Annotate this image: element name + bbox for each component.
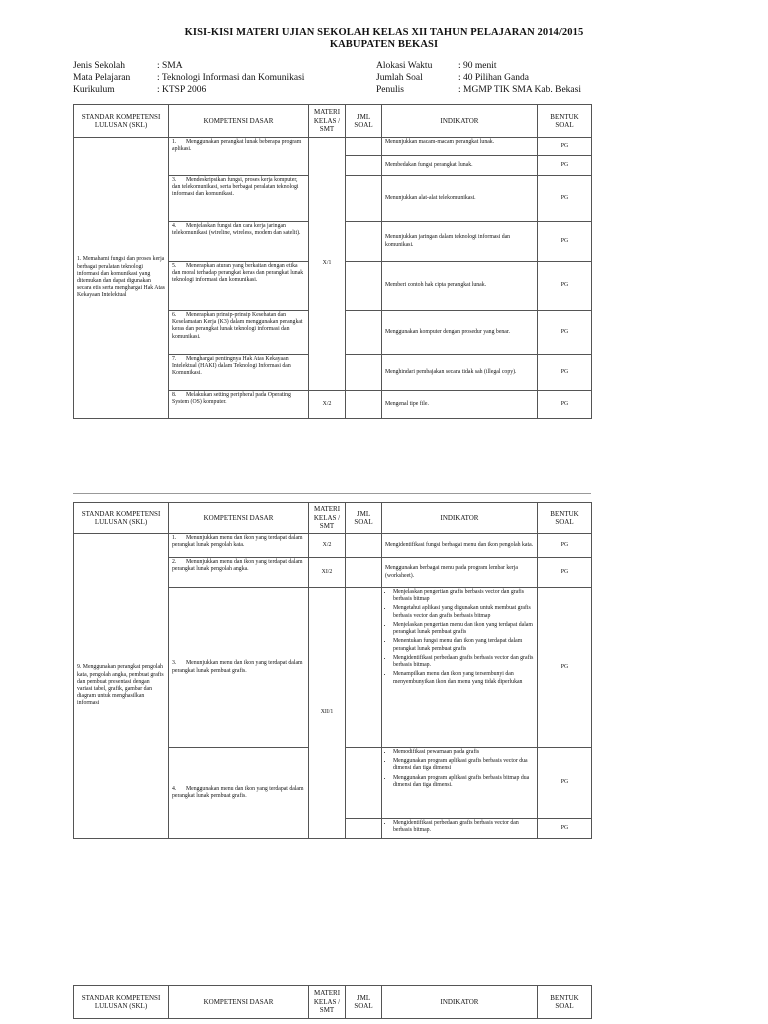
kd-cell xyxy=(169,262,309,311)
indikator-item: • Mengetahui aplikasi yang digunakan untuk membuat grafis berbasis vector dan grafis berbasis bitmap xyxy=(393,605,534,619)
meta-label: Jumlah Soal xyxy=(376,73,423,83)
document-subtitle: KABUPATEN BEKASI xyxy=(329,39,439,50)
jml-cell xyxy=(346,588,382,748)
bentuk-cell: PG xyxy=(538,534,592,558)
kd-number: 7. xyxy=(172,356,177,362)
indikator-cell: Menunjukkan macam-macam perangkat lunak. xyxy=(382,138,538,156)
kd-number: 5. xyxy=(172,263,177,269)
kisi-table-2 xyxy=(73,502,592,839)
indikator-item: • Menjelaskan pengertian menu dan ikon yang terdapat dalam perangkat lunak pembuat grafis xyxy=(393,622,534,636)
meta-label: Kurikulum xyxy=(73,85,115,95)
bentuk-cell: PG xyxy=(538,138,592,156)
indikator-cell: Menunjukkan alat-alat telekomunikasi. xyxy=(382,176,538,222)
indikator-cell: Menghindari pembajakan secara tidak sah (illegal copy). xyxy=(382,355,538,391)
indikator-item: • Menjelaskan pengertian grafis berbasis vector dan grafis berbasis bitmap xyxy=(393,589,534,603)
kd-cell xyxy=(169,558,309,588)
jml-cell xyxy=(346,534,382,558)
kd-text: Mendeskripsikan fungsi, proses kerja komputer, dan telekomunikasi, serta berbagai peralatan teknologi informasi dan komunikasi. xyxy=(172,177,299,198)
indikator-cell: Menggunakan berbagai menu pada program lembar kerja (worksheet). xyxy=(382,558,538,588)
indikator-list xyxy=(385,749,534,789)
indikator-item: • Menentukan fungsi menu dan ikon yang terdapat dalam perangkat lunak pembuat grafis xyxy=(393,638,534,652)
col-header-skl: STANDAR KOMPETENSI LULUSAN (SKL) xyxy=(74,986,169,1019)
kd-cell xyxy=(169,138,309,176)
kelas-cell: X/2 xyxy=(309,534,346,558)
col-header-materi: MATERI KELAS / SMT xyxy=(309,105,346,138)
col-header-kd: KOMPETENSI DASAR xyxy=(169,503,309,534)
col-header-indikator: INDIKATOR xyxy=(382,986,538,1019)
indikator-item: • Mengidentifikasi perbedaan grafis berbasis vector dan berbasis bitmap. xyxy=(393,820,534,834)
kelas-cell: XI/2 xyxy=(309,558,346,588)
meta-value: : Teknologi Informasi dan Komunikasi xyxy=(157,73,305,83)
indikator-cell: Mengidentifikasi fungsi berbagai menu dan ikon pengolah kata. xyxy=(382,534,538,558)
kd-number: 8. xyxy=(172,392,177,398)
col-header-skl: STANDAR KOMPETENSI LULUSAN (SKL) xyxy=(74,105,169,138)
kd-number: 1. xyxy=(172,139,177,145)
bentuk-cell: PG xyxy=(538,222,592,262)
kd-text: Menjelaskan fungsi dan cara kerja jaringan telekomunikasi (wireline, wireless, modem dan satelit). xyxy=(172,223,301,237)
indikator-cell xyxy=(382,588,538,748)
jml-cell xyxy=(346,748,382,819)
indikator-cell: Membedakan fungsi perangkat lunak. xyxy=(382,156,538,176)
kd-number: 3. xyxy=(172,177,177,183)
kd-cell xyxy=(169,588,309,748)
page-divider xyxy=(73,493,591,494)
indikator-item: • Menampilkan menu dan ikon yang tersembunyi dan menyembunyikan ikon dan menu yang tidak diperlukan xyxy=(393,671,534,685)
bentuk-cell: PG xyxy=(538,156,592,176)
kelas-cell: X/1 xyxy=(309,138,346,391)
indikator-cell: Mengenal tipe file. xyxy=(382,391,538,419)
jml-cell xyxy=(346,311,382,355)
col-header-kd: KOMPETENSI DASAR xyxy=(169,986,309,1019)
indikator-list xyxy=(385,589,534,686)
kd-text: Menunjukkan menu dan ikon yang terdapat dalam perangkat lunak pengolah angka. xyxy=(172,559,303,573)
kd-number: 4. xyxy=(172,785,177,792)
meta-label: Penulis xyxy=(376,85,404,95)
kd-cell xyxy=(169,176,309,222)
kd-number: 1. xyxy=(172,535,177,541)
jml-cell xyxy=(346,262,382,311)
jml-cell xyxy=(346,176,382,222)
col-header-materi: MATERI KELAS / SMT xyxy=(309,503,346,534)
meta-value: : MGMP TIK SMA Kab. Bekasi xyxy=(458,85,581,95)
jml-cell xyxy=(346,819,382,839)
kd-number: 6. xyxy=(172,312,177,318)
skl-cell: 1. Memahami fungsi dan proses kerja berbagai peralatan teknologi informasi dan komunikasi yang ditemukan dan dapat digunakan secara etis serta menghargai Hak Atas Kekayaan Intelektual xyxy=(74,138,169,419)
col-header-indikator: INDIKATOR xyxy=(382,105,538,138)
meta-value: : 40 Pilihan Ganda xyxy=(458,73,529,83)
meta-label: Mata Pelajaran xyxy=(73,73,131,83)
kd-text: Menerapkan prinsip-prinsip Kesehatan dan Keselamatan Kerja (K3) dalam menggunakan perangkat keras dan perangkat lunak teknologi informasi dan komunikasi. xyxy=(172,312,303,340)
bentuk-cell: PG xyxy=(538,355,592,391)
kd-text: Menunjukkan menu dan ikon yang terdapat dalam perangkat lunak pembuat grafis. xyxy=(172,660,303,674)
bentuk-cell: PG xyxy=(538,262,592,311)
kd-cell xyxy=(169,748,309,839)
kd-number: 4. xyxy=(172,223,177,229)
jml-cell xyxy=(346,558,382,588)
bentuk-cell: PG xyxy=(538,558,592,588)
meta-value: : KTSP 2006 xyxy=(157,85,207,95)
jml-cell xyxy=(346,156,382,176)
kd-text: Melakukan setting peripheral pada Operating System (OS) komputer. xyxy=(172,392,291,406)
kelas-cell: XII/1 xyxy=(309,588,346,839)
col-header-bentuk: BENTUK SOAL xyxy=(538,105,592,138)
col-header-bentuk: BENTUK SOAL xyxy=(538,503,592,534)
kd-text: Menghargai pentingnya Hak Atas Kekayaan Intelektual (HAKI) dalam Teknologi Informasi dan Komunikasi. xyxy=(172,356,291,377)
kd-cell xyxy=(169,534,309,558)
col-header-indikator: INDIKATOR xyxy=(382,503,538,534)
col-header-jml: JML SOAL xyxy=(346,986,382,1019)
kd-number: 2. xyxy=(172,559,177,565)
kd-text: Menunjukkan menu dan ikon yang terdapat dalam perangkat lunak pengolah kata. xyxy=(172,535,303,549)
col-header-kd: KOMPETENSI DASAR xyxy=(169,105,309,138)
kd-cell xyxy=(169,355,309,391)
kelas-cell: X/2 xyxy=(309,391,346,419)
indikator-cell xyxy=(382,819,538,839)
indikator-item: • Menggunakan program aplikasi grafis berbasis bitmap dua dimensi dan tiga dimensi. xyxy=(393,775,534,789)
skl-cell: 9. Menggunakan perangkat pengolah kata, pengolah angka, pembuat grafis dan pembuat presentasi dengan variasi tabel, grafik, gambar dan diagram untuk menghasilkan informasi xyxy=(74,534,169,839)
jml-cell xyxy=(346,355,382,391)
indikator-cell: Menunjukkan jaringan dalam teknologi informasi dan komunikasi. xyxy=(382,222,538,262)
kd-cell xyxy=(169,311,309,355)
meta-label: Alokasi Waktu xyxy=(376,61,433,71)
meta-right xyxy=(376,61,581,97)
indikator-item: • Menggunakan program aplikasi grafis berbasis vector dua dimensi dan tiga dimensi xyxy=(393,758,534,772)
bentuk-cell: PG xyxy=(538,391,592,419)
meta-value: : SMA xyxy=(157,61,183,71)
col-header-skl: STANDAR KOMPETENSI LULUSAN (SKL) xyxy=(74,503,169,534)
kd-text: Menggunakan menu dan ikon yang terdapat dalam perangkat lunak pembuat grafis. xyxy=(172,785,304,799)
jml-cell xyxy=(346,138,382,156)
indikator-cell: Memberi contoh hak cipta perangkat lunak. xyxy=(382,262,538,311)
bentuk-cell: PG xyxy=(538,748,592,819)
bentuk-cell: PG xyxy=(538,819,592,839)
col-header-materi: MATERI KELAS / SMT xyxy=(309,986,346,1019)
kd-cell xyxy=(169,222,309,262)
indikator-list xyxy=(385,820,534,834)
bentuk-cell: PG xyxy=(538,588,592,748)
kd-text: Menerapkan aturan yang berkaitan dengan etika dan moral terhadap perangkat keras dan perangkat lunak teknologi informasi dan komunikasi. xyxy=(172,263,304,284)
col-header-bentuk: BENTUK SOAL xyxy=(538,986,592,1019)
kd-cell xyxy=(169,391,309,419)
kd-text: Menggunakan perangkat lunak beberapa program aplikasi. xyxy=(172,139,302,153)
document-title: KISI-KISI MATERI UJIAN SEKOLAH KELAS XII TAHUN PELAJARAN 2014/2015 xyxy=(184,27,584,38)
indikator-cell: Menggunakan komputer dengan prosedur yang benar. xyxy=(382,311,538,355)
indikator-cell xyxy=(382,748,538,819)
indikator-item: • Memodifikasi pewarnaan pada grafis xyxy=(393,749,534,756)
kisi-table-1 xyxy=(73,104,592,419)
bentuk-cell: PG xyxy=(538,176,592,222)
jml-cell xyxy=(346,222,382,262)
bentuk-cell: PG xyxy=(538,311,592,355)
col-header-jml: JML SOAL xyxy=(346,105,382,138)
meta-left xyxy=(73,61,304,97)
meta-value: : 90 menit xyxy=(458,61,497,71)
indikator-item: • Mengidentifikasi perbedaan grafis berbasis vector dan grafis berbasis bitmap. xyxy=(393,655,534,669)
jml-cell xyxy=(346,391,382,419)
col-header-jml: JML SOAL xyxy=(346,503,382,534)
kisi-table-3 xyxy=(73,985,592,1019)
meta-label: Jenis Sekolah xyxy=(73,61,125,71)
kd-number: 3. xyxy=(172,660,177,667)
